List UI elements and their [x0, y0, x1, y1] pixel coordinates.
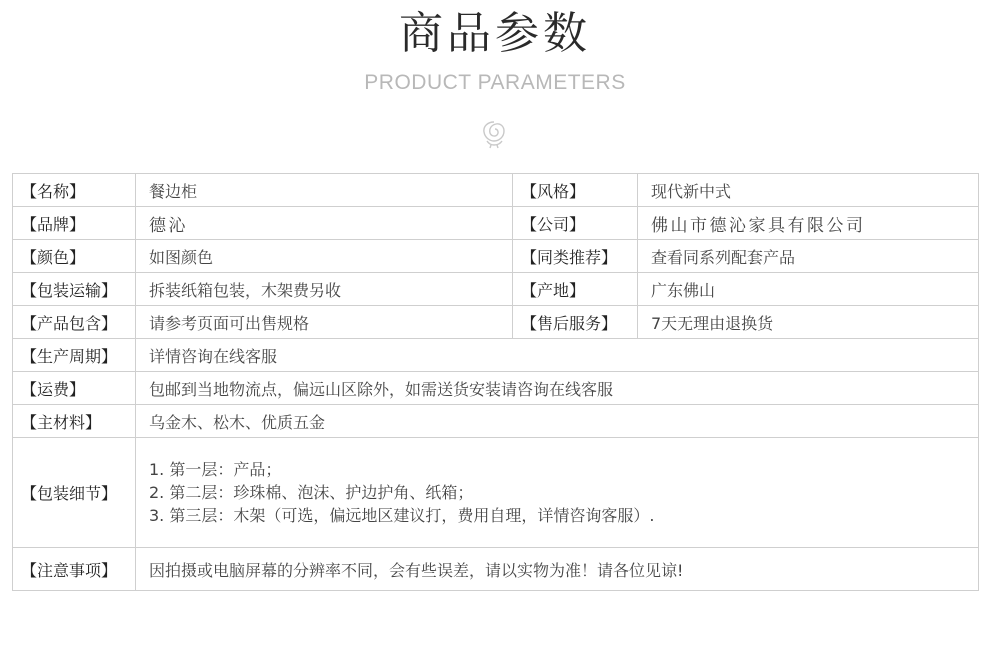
product-parameters-table: [12, 173, 979, 591]
param-key-style: 【风格】: [513, 174, 638, 207]
param-key-origin: 【产地】: [513, 273, 638, 306]
param-key-includes: 【产品包含】: [13, 306, 136, 339]
param-value-origin: 广东佛山: [638, 273, 979, 306]
param-value-aftersale: 7天无理由退换货: [638, 306, 979, 339]
param-value-similar: 查看同系列配套产品: [638, 240, 979, 273]
param-value-cycle: 详情咨询在线客服: [136, 339, 979, 372]
pack-detail-line-3: 3. 第三层：木架（可选，偏远地区建议打，费用自理，详情咨询客服）.: [149, 506, 655, 525]
param-key-material: 【主材料】: [13, 405, 136, 438]
param-value-style: 现代新中式: [638, 174, 979, 207]
param-value-includes: 请参考页面可出售规格: [136, 306, 513, 339]
pack-detail-line-2: 2. 第二层：珍珠棉、泡沫、护边护角、纸箱；: [149, 483, 474, 502]
table-row: [13, 306, 979, 339]
page-header: [0, 0, 990, 170]
flower-emblem-icon: [478, 117, 510, 149]
param-value-material: 乌金木、松木、优质五金: [136, 405, 979, 438]
page-title: 商品参数: [399, 8, 591, 59]
param-value-shipping-pack: 拆装纸箱包装，木架费另收: [136, 273, 513, 306]
table-row: [13, 548, 979, 591]
table-row: [13, 339, 979, 372]
table-row: [13, 240, 979, 273]
param-value-freight: 包邮到当地物流点，偏远山区除外，如需送货安装请咨询在线客服: [136, 372, 979, 405]
param-key-brand: 【品牌】: [13, 207, 136, 240]
table-row: [13, 273, 979, 306]
param-value-notice: 因拍摄或电脑屏幕的分辨率不同，会有些误差，请以实物为准！请各位见谅!: [136, 548, 979, 591]
param-value-color: 如图颜色: [136, 240, 513, 273]
table-row: [13, 174, 979, 207]
param-value-name: 餐边柜: [136, 174, 513, 207]
param-key-aftersale: 【售后服务】: [513, 306, 638, 339]
param-key-name: 【名称】: [13, 174, 136, 207]
table-row: [13, 438, 979, 548]
param-value-pack-detail: [136, 438, 979, 548]
param-key-shipping-pack: 【包装运输】: [13, 273, 136, 306]
page-subtitle: PRODUCT PARAMETERS: [364, 71, 626, 94]
table-row: [13, 207, 979, 240]
param-key-company: 【公司】: [513, 207, 638, 240]
param-key-freight: 【运费】: [13, 372, 136, 405]
pack-detail-line-1: 1. 第一层：产品；: [149, 460, 282, 479]
table-row: [13, 405, 979, 438]
param-key-similar: 【同类推荐】: [513, 240, 638, 273]
table-row: [13, 372, 979, 405]
param-value-company: 佛山市德沁家具有限公司: [638, 207, 979, 240]
param-key-pack-detail: 【包装细节】: [13, 438, 136, 548]
param-key-notice: 【注意事项】: [13, 548, 136, 591]
param-key-cycle: 【生产周期】: [13, 339, 136, 372]
param-key-color: 【颜色】: [13, 240, 136, 273]
param-value-brand: 德沁: [136, 207, 513, 240]
